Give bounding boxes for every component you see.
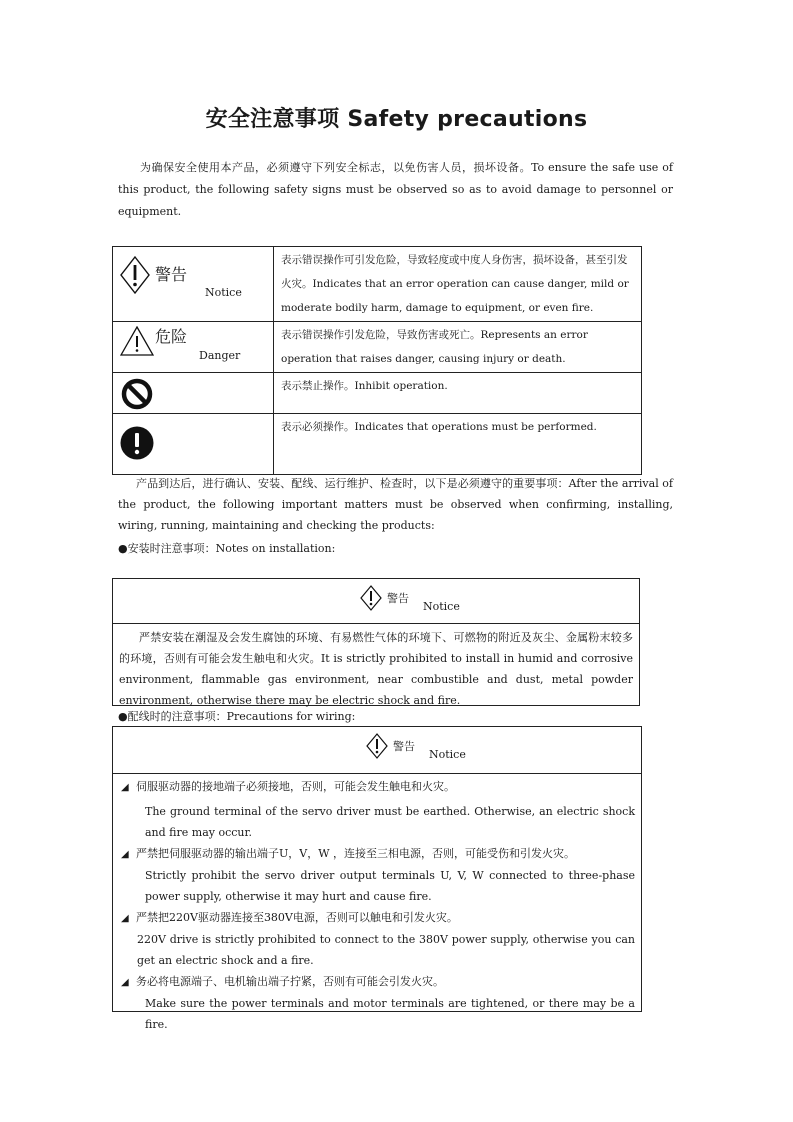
installation-text xyxy=(113,624,639,714)
wiring-notice-box xyxy=(112,726,642,1031)
sign-description: 表示错误操作可引发危险，导致轻度或中度人身伤害，损坏设备，甚至引发火灾。Indicates that an error operation can cause danger, mild or moderate bodily harm, damage to equipment, or even fire. xyxy=(274,247,642,322)
wiring-list xyxy=(113,774,641,1035)
sign-icon-cell xyxy=(113,414,274,475)
item-cn: 严禁把220V驱动器连接至380V电源，否则可以触电和引发火灾。 xyxy=(136,911,458,924)
page-title: 安全注意事项 Safety precautions xyxy=(205,107,588,132)
list-item xyxy=(121,776,635,843)
item-en: Strictly prohibit the servo driver output terminals U, V, W connected to three-phase power supply, otherwise it may hurt and cause fire. xyxy=(145,869,635,903)
triangle-bullet-icon: ◢ xyxy=(121,977,129,988)
notice-header xyxy=(113,579,639,624)
triangle-bullet-icon: ◢ xyxy=(121,849,129,860)
item-en: 220V drive is strictly prohibited to connect to the 380V power supply, otherwise you can get an electric shock and a fire. xyxy=(137,933,635,967)
warning-triangle-icon xyxy=(366,733,388,759)
sign-row-mandatory xyxy=(113,414,642,475)
list-item xyxy=(121,843,635,907)
sign-icon-cell xyxy=(113,247,274,322)
triangle-bullet-icon: ◢ xyxy=(121,913,129,924)
installation-heading: ●安装时注意事项：Notes on installation: xyxy=(118,542,336,555)
list-item xyxy=(121,971,635,1035)
sign-icon-cell xyxy=(113,322,274,373)
sign-row-danger xyxy=(113,322,642,373)
label-en: Danger xyxy=(199,349,241,362)
list-item xyxy=(121,907,635,971)
label-cn: 危险 xyxy=(155,327,188,346)
item-cn: 伺服驱动器的接地端子必须接地，否则，可能会发生触电和火灾。 xyxy=(136,780,455,793)
intro-paragraph xyxy=(118,157,673,223)
after-arrival-paragraph xyxy=(118,473,673,536)
item-cn: 务必将电源端子、电机输出端子拧紧，否则有可能会引发火灾。 xyxy=(136,975,444,988)
intro-text: 为确保安全使用本产品，必须遵守下列安全标志，以免伤害人员，损坏设备。To ensure the safe use of this product, the following safety signs must be observed so as to avoid damage to personnel or equipment. xyxy=(118,161,673,218)
label-cn: 警告 xyxy=(393,740,415,753)
wiring-heading: ●配线时的注意事项：Precautions for wiring: xyxy=(118,710,356,723)
warning-triangle-icon xyxy=(360,585,382,611)
installation-body: 严禁安装在潮湿及会发生腐蚀的环境、有易燃性气体的环境下、可燃物的附近及灰尘、金属粉末较多的环境，否则有可能会发生触电和火灾。It is strictly prohibited to install in humid and corrosive environment, flammable gas environment, near combustible and dust, metal powder environment, otherwise there may be electric shock and fire. xyxy=(119,631,633,707)
item-en: The ground terminal of the servo driver must be earthed. Otherwise, an electric shock and fire may occur. xyxy=(145,805,635,839)
label-cn: 警告 xyxy=(155,265,188,284)
label-en: Notice xyxy=(205,286,242,299)
sign-description: 表示禁止操作。Inhibit operation. xyxy=(274,373,642,414)
prohibition-icon xyxy=(121,378,153,410)
sign-description: 表示必须操作。Indicates that operations must be performed. xyxy=(274,414,642,475)
triangle-bullet-icon: ◢ xyxy=(121,782,129,793)
label-cn: 警告 xyxy=(387,592,409,605)
item-cn: 严禁把伺服驱动器的输出端子U，V，W ，连接至三相电源，否则，可能受伤和引发火灾。 xyxy=(136,847,576,860)
sign-description: 表示错误操作引发危险，导致伤害或死亡。Represents an error operation that raises danger, causing injury or death. xyxy=(274,322,642,373)
sign-icon-cell xyxy=(113,373,274,414)
danger-triangle-icon xyxy=(120,326,154,356)
label-en: Notice xyxy=(429,748,466,761)
notice-header xyxy=(113,727,641,774)
after-arrival-text: 产品到达后，进行确认、安装、配线、运行维护、检查时，以下是必须遵守的重要事项：After the arrival of the product, the following important matters must be observed when confirming, installing, wiring, running, maintaining and checking the products: xyxy=(118,477,673,532)
label-en: Notice xyxy=(423,600,460,613)
item-en: Make sure the power terminals and motor terminals are tightened, or there may be a fire. xyxy=(145,997,635,1031)
sign-row-prohibit xyxy=(113,373,642,414)
installation-notice-box xyxy=(112,578,640,706)
sign-row-notice xyxy=(113,247,642,322)
safety-signs-table xyxy=(112,246,642,475)
mandatory-exclamation-icon xyxy=(120,426,154,460)
warning-triangle-icon xyxy=(120,256,150,294)
